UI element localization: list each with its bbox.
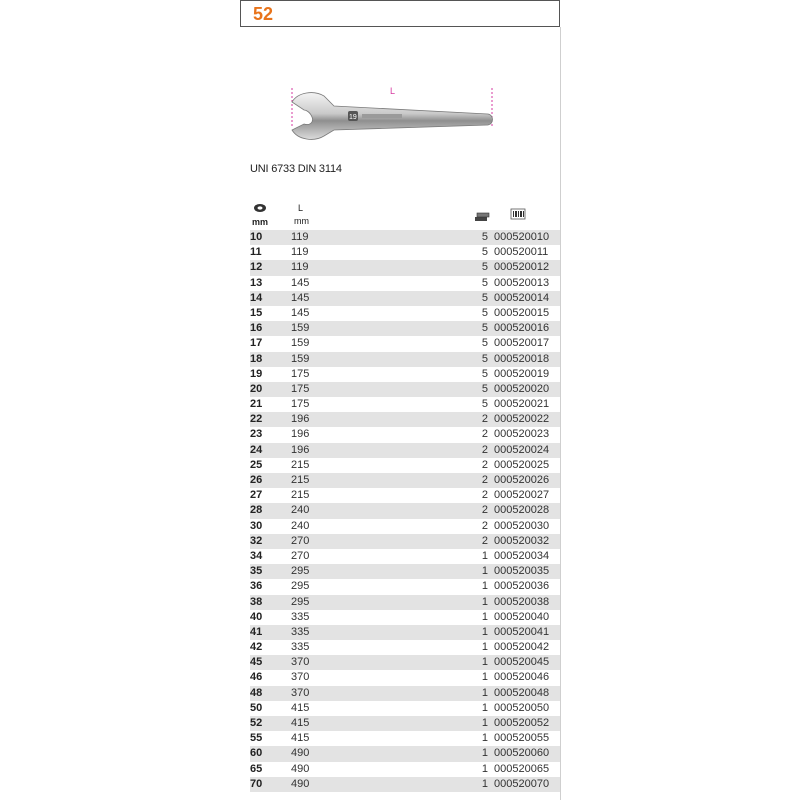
length-cell: 270 bbox=[291, 549, 310, 562]
code-cell: 000520013 bbox=[494, 276, 550, 289]
code-cell: 000520048 bbox=[494, 686, 550, 699]
size-cell: 48 bbox=[250, 686, 263, 699]
length-cell: 145 bbox=[291, 306, 310, 319]
pack-cell: 2 bbox=[481, 519, 488, 532]
size-cell: 30 bbox=[250, 519, 263, 532]
pack-cell: 2 bbox=[481, 504, 488, 517]
size-cell: 26 bbox=[250, 474, 263, 486]
length-cell: 335 bbox=[291, 625, 310, 638]
pack-cell: 5 bbox=[481, 261, 488, 274]
length-cell: 145 bbox=[291, 276, 310, 289]
length-cell: 490 bbox=[291, 777, 310, 790]
length-cell: 215 bbox=[291, 474, 310, 486]
pack-cell: 1 bbox=[481, 580, 488, 593]
code-cell: 000520032 bbox=[494, 534, 550, 547]
code-cell: 000520038 bbox=[494, 595, 550, 608]
size-cell: 27 bbox=[250, 489, 263, 502]
size-cell: 36 bbox=[250, 580, 263, 593]
pack-cell: 5 bbox=[481, 306, 488, 319]
code-cell: 000520036 bbox=[494, 580, 550, 593]
pack-cell: 1 bbox=[481, 732, 488, 745]
size-cell: 18 bbox=[250, 352, 263, 365]
size-cell: 17 bbox=[250, 337, 263, 350]
size-cell: 15 bbox=[250, 306, 263, 319]
code-cell: 000520055 bbox=[494, 732, 550, 745]
size-cell: 22 bbox=[250, 413, 263, 426]
size-cell: 35 bbox=[250, 565, 263, 578]
size-cell: 25 bbox=[250, 458, 263, 471]
table-row bbox=[250, 534, 560, 549]
size-cell: 60 bbox=[250, 747, 263, 760]
code-cell: 000520050 bbox=[494, 701, 550, 714]
code-cell: 000520012 bbox=[494, 261, 550, 274]
size-cell: 14 bbox=[250, 291, 263, 304]
length-cell: 370 bbox=[291, 671, 310, 684]
code-cell: 000520010 bbox=[494, 231, 550, 243]
table-row bbox=[250, 701, 560, 716]
pack-cell: 1 bbox=[481, 701, 488, 714]
length-cell: 215 bbox=[291, 489, 310, 502]
table-row bbox=[250, 397, 560, 412]
length-cell: 415 bbox=[291, 701, 310, 714]
table-row bbox=[250, 427, 560, 442]
size-cell: 40 bbox=[250, 610, 263, 623]
pack-cell: 5 bbox=[481, 322, 488, 335]
size-cell: 12 bbox=[250, 261, 263, 274]
size-cell: 10 bbox=[250, 231, 263, 243]
table-row bbox=[250, 670, 560, 685]
code-cell: 000520015 bbox=[494, 306, 550, 319]
length-cell: 175 bbox=[291, 382, 310, 395]
length-cell: 335 bbox=[291, 610, 310, 623]
length-cell: 335 bbox=[291, 641, 310, 654]
pack-cell: 5 bbox=[481, 246, 488, 259]
pack-cell: 1 bbox=[481, 747, 488, 760]
table-row bbox=[250, 640, 560, 655]
size-table bbox=[250, 230, 560, 792]
pack-cell: 5 bbox=[481, 382, 488, 395]
standard-label: UNI 6733 DIN 3114 bbox=[250, 163, 342, 175]
length-cell: 490 bbox=[291, 747, 310, 760]
length-cell: 415 bbox=[291, 717, 310, 729]
table-row bbox=[250, 367, 560, 382]
code-cell: 000520030 bbox=[494, 519, 550, 532]
code-cell: 000520045 bbox=[494, 656, 550, 669]
table-row bbox=[250, 230, 560, 245]
table-row bbox=[250, 731, 560, 746]
code-cell: 000520023 bbox=[494, 428, 550, 441]
length-cell: 159 bbox=[291, 322, 310, 335]
table-row bbox=[250, 336, 560, 351]
code-cell: 000520016 bbox=[494, 322, 550, 335]
pack-cell: 1 bbox=[481, 565, 488, 578]
table-row bbox=[250, 352, 560, 367]
length-label: L bbox=[298, 203, 304, 213]
code-cell: 000520035 bbox=[494, 565, 550, 578]
code-cell: 000520046 bbox=[494, 671, 550, 684]
code-cell: 000520020 bbox=[494, 382, 550, 395]
pack-cell: 1 bbox=[481, 595, 488, 608]
length-cell: 145 bbox=[291, 291, 310, 304]
length-cell: 295 bbox=[291, 565, 310, 578]
table-row bbox=[250, 655, 560, 670]
size-cell: 16 bbox=[250, 322, 263, 335]
table-row bbox=[250, 549, 560, 564]
table-row bbox=[250, 306, 560, 321]
size-cell: 24 bbox=[250, 443, 263, 456]
table-row bbox=[250, 762, 560, 777]
code-cell: 000520025 bbox=[494, 458, 550, 471]
length-cell: 370 bbox=[291, 686, 310, 699]
size-cell: 19 bbox=[250, 367, 263, 380]
length-cell: 119 bbox=[291, 246, 309, 259]
size-cell: 55 bbox=[250, 732, 263, 745]
length-cell: 215 bbox=[291, 458, 310, 471]
pack-cell: 2 bbox=[481, 458, 488, 471]
table-row bbox=[250, 382, 560, 397]
length-cell: 270 bbox=[291, 534, 310, 547]
length-cell: 240 bbox=[291, 504, 310, 517]
code-cell: 000520028 bbox=[494, 504, 550, 517]
length-cell: 295 bbox=[291, 595, 310, 608]
size-cell: 46 bbox=[250, 671, 263, 684]
size-cell: 11 bbox=[250, 246, 262, 259]
table-row bbox=[250, 321, 560, 336]
code-cell: 000520070 bbox=[494, 777, 550, 790]
table-row bbox=[250, 625, 560, 640]
size-cell: 20 bbox=[250, 382, 263, 395]
length-cell: 159 bbox=[291, 337, 310, 350]
code-cell: 000520022 bbox=[494, 413, 550, 426]
length-cell: 415 bbox=[291, 732, 310, 745]
pack-cell: 5 bbox=[481, 291, 488, 304]
table-row bbox=[250, 260, 560, 275]
size-cell: 65 bbox=[250, 762, 263, 775]
length-cell: 196 bbox=[291, 428, 310, 441]
code-cell: 000520024 bbox=[494, 443, 550, 456]
length-cell: 196 bbox=[291, 443, 310, 456]
length-column-header bbox=[288, 203, 318, 229]
code-cell: 000520041 bbox=[494, 625, 550, 638]
length-cell: 490 bbox=[291, 762, 310, 775]
header-box bbox=[240, 0, 560, 27]
barcode-icon bbox=[510, 208, 526, 220]
table-row bbox=[250, 716, 560, 731]
pack-cell: 1 bbox=[481, 686, 488, 699]
code-cell: 000520027 bbox=[494, 489, 550, 502]
size-cell: 70 bbox=[250, 777, 263, 790]
product-panel bbox=[240, 0, 562, 800]
nut-icon bbox=[253, 203, 267, 213]
pack-cell: 1 bbox=[481, 671, 488, 684]
code-cell: 000520026 bbox=[494, 474, 550, 486]
code-cell: 000520019 bbox=[494, 367, 550, 380]
engraving-number: 19 bbox=[349, 114, 357, 121]
pack-cell: 1 bbox=[481, 762, 488, 775]
table-row bbox=[250, 443, 560, 458]
pack-cell: 1 bbox=[481, 641, 488, 654]
length-cell: 119 bbox=[291, 261, 309, 274]
pack-cell: 5 bbox=[481, 231, 488, 243]
table-row bbox=[250, 412, 560, 427]
pack-cell: 2 bbox=[481, 413, 488, 426]
size-cell: 21 bbox=[250, 398, 263, 411]
pack-cell: 1 bbox=[481, 717, 488, 729]
length-cell: 119 bbox=[291, 231, 309, 243]
pack-cell: 1 bbox=[481, 656, 488, 669]
table-row bbox=[250, 245, 560, 260]
code-cell: 000520011 bbox=[494, 246, 549, 259]
table-row bbox=[250, 686, 560, 701]
dimension-label: L bbox=[390, 86, 396, 96]
table-row bbox=[250, 610, 560, 625]
pack-cell: 5 bbox=[481, 337, 488, 350]
size-column-header bbox=[250, 203, 270, 229]
size-cell: 23 bbox=[250, 428, 263, 441]
table-row bbox=[250, 746, 560, 761]
stack-icon bbox=[474, 212, 490, 222]
length-cell: 240 bbox=[291, 519, 310, 532]
table-row bbox=[250, 519, 560, 534]
table-row bbox=[250, 564, 560, 579]
pack-cell: 5 bbox=[481, 398, 488, 411]
pack-cell: 1 bbox=[481, 610, 488, 623]
size-cell: 41 bbox=[250, 625, 263, 638]
length-cell: 159 bbox=[291, 352, 310, 365]
table-row bbox=[250, 595, 560, 610]
length-cell: 370 bbox=[291, 656, 310, 669]
table-row bbox=[250, 488, 560, 503]
table-row bbox=[250, 276, 560, 291]
size-cell: 28 bbox=[250, 504, 263, 517]
table-row bbox=[250, 777, 560, 792]
pack-cell: 5 bbox=[481, 367, 488, 380]
size-cell: 50 bbox=[250, 701, 263, 714]
length-cell: 175 bbox=[291, 398, 310, 411]
table-row bbox=[250, 473, 560, 488]
wrench-drawing bbox=[284, 80, 504, 150]
pack-cell: 2 bbox=[481, 489, 488, 502]
length-unit: mm bbox=[294, 216, 309, 226]
table-row bbox=[250, 291, 560, 306]
pack-cell: 5 bbox=[481, 276, 488, 289]
size-cell: 52 bbox=[250, 717, 263, 729]
size-cell: 32 bbox=[250, 534, 263, 547]
code-cell: 000520021 bbox=[494, 398, 550, 411]
length-cell: 295 bbox=[291, 580, 310, 593]
model-number: 52 bbox=[253, 4, 274, 24]
code-cell: 000520040 bbox=[494, 610, 550, 623]
size-cell: 45 bbox=[250, 656, 263, 669]
code-cell: 000520052 bbox=[494, 717, 550, 729]
table-row bbox=[250, 579, 560, 594]
size-cell: 38 bbox=[250, 595, 263, 608]
pack-cell: 1 bbox=[481, 549, 488, 562]
pack-cell: 1 bbox=[481, 625, 488, 638]
engraving-text bbox=[362, 114, 402, 118]
code-cell: 000520065 bbox=[494, 762, 550, 775]
size-cell: 34 bbox=[250, 549, 263, 562]
pack-cell: 2 bbox=[481, 443, 488, 456]
table-row bbox=[250, 503, 560, 518]
code-cell: 000520042 bbox=[494, 641, 550, 654]
pack-cell: 5 bbox=[481, 352, 488, 365]
length-cell: 175 bbox=[291, 367, 310, 380]
code-cell: 000520018 bbox=[494, 352, 550, 365]
code-cell: 000520014 bbox=[494, 291, 550, 304]
pack-cell: 2 bbox=[481, 534, 488, 547]
code-cell: 000520060 bbox=[494, 747, 550, 760]
size-cell: 42 bbox=[250, 641, 263, 654]
size-unit: mm bbox=[251, 217, 268, 227]
pack-cell: 2 bbox=[481, 474, 488, 486]
length-cell: 196 bbox=[291, 413, 310, 426]
pack-cell: 1 bbox=[481, 777, 488, 790]
code-cell: 000520017 bbox=[494, 337, 550, 350]
size-cell: 13 bbox=[250, 276, 263, 289]
table-row bbox=[250, 458, 560, 473]
code-cell: 000520034 bbox=[494, 549, 550, 562]
pack-cell: 2 bbox=[481, 428, 488, 441]
